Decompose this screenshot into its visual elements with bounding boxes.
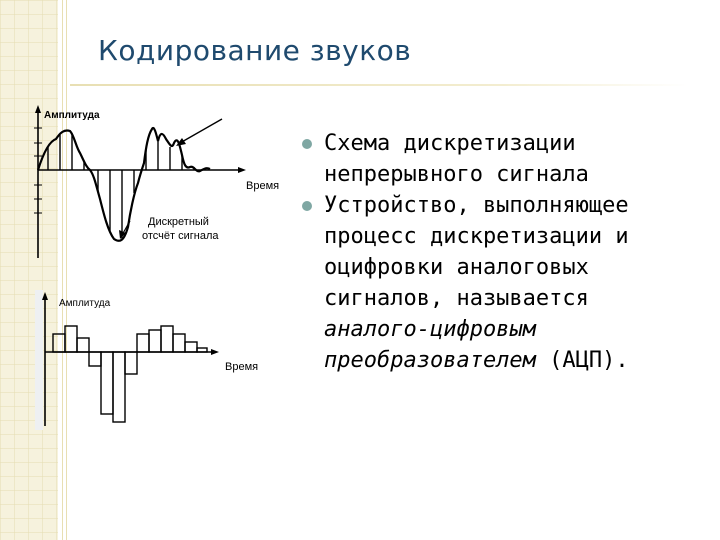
bullet-item bbox=[298, 128, 708, 190]
x-axis-label: Время bbox=[246, 180, 280, 192]
x-axis-label: Время bbox=[225, 361, 259, 373]
bullet-item bbox=[298, 190, 708, 376]
continuous-signal-figure bbox=[30, 103, 292, 263]
decorative-line bbox=[66, 0, 67, 540]
title-underline bbox=[70, 84, 688, 86]
bullet-text: Схема дискретизации непрерывного сигнала bbox=[324, 131, 589, 187]
annotation-line-1: Дискретный bbox=[148, 216, 209, 228]
left-decorative-band bbox=[0, 0, 58, 540]
bullet-icon bbox=[302, 139, 312, 149]
bullet-list bbox=[298, 128, 708, 376]
y-axis-label: Амплитуда bbox=[44, 110, 100, 121]
annotation-line-2: отсчёт сигнала bbox=[142, 230, 219, 242]
bullet-text: Устройство, выполняющее процесс дискретизации и оцифровки аналоговых сигналов, называется bbox=[324, 193, 629, 311]
bullet-icon bbox=[302, 201, 312, 211]
bullet-text-end: (АЦП). bbox=[535, 348, 629, 373]
bullet-emphasis: аналого-цифровым преобразователем bbox=[324, 317, 536, 373]
discrete-signal-figure bbox=[35, 290, 275, 430]
decorative-line bbox=[62, 0, 63, 540]
slide-title: Кодирование звуков bbox=[98, 34, 412, 67]
y-axis-label: Амплитуда bbox=[59, 298, 111, 309]
